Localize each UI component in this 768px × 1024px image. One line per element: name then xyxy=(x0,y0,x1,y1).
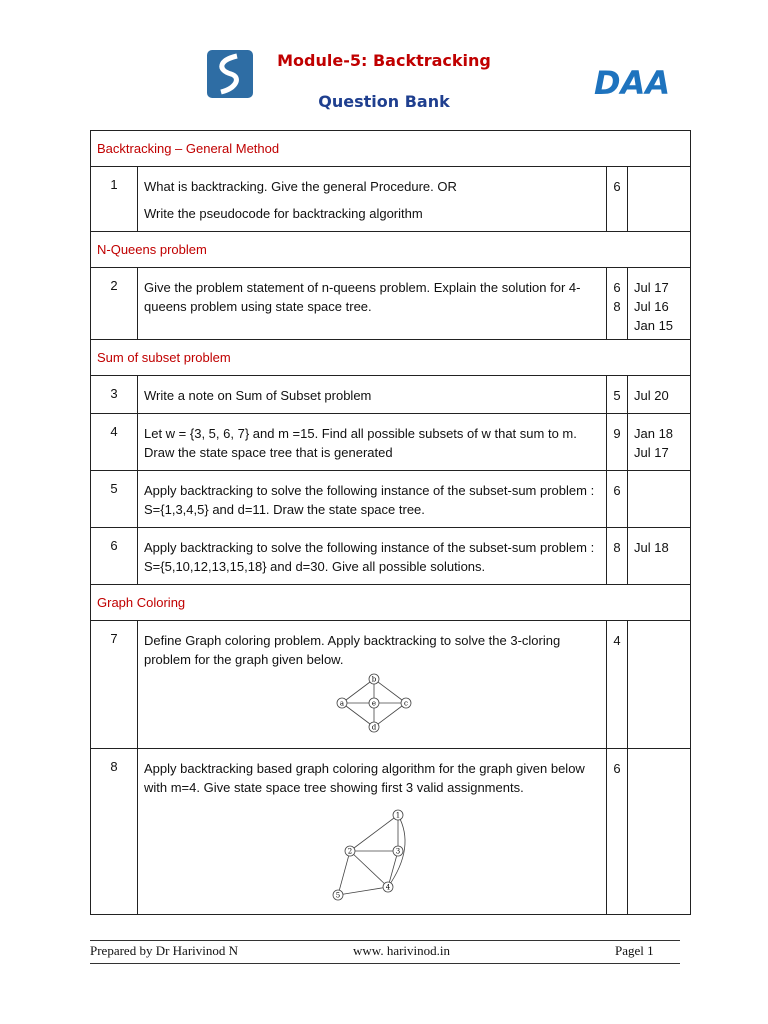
question-dates: Jul 18 xyxy=(628,528,691,585)
svg-text:5: 5 xyxy=(335,891,341,900)
graph-node xyxy=(393,810,403,820)
section-header xyxy=(91,585,691,621)
section-header xyxy=(91,131,691,167)
graph-node xyxy=(393,846,403,856)
graph-figure-2 xyxy=(334,807,424,901)
question-text: Apply backtracking to solve the following instance of the subset-sum problem : S={5,10,12,13,15,18} and d=30. Give all possible solutions. xyxy=(138,528,607,585)
section-title: Graph Coloring xyxy=(91,585,691,621)
section-title: Sum of subset problem xyxy=(91,340,691,376)
question-number: 7 xyxy=(91,621,138,749)
question-number: 6 xyxy=(91,528,138,585)
graph-node xyxy=(401,698,411,708)
svg-text:4: 4 xyxy=(385,883,391,892)
question-number: 4 xyxy=(91,414,138,471)
question-table xyxy=(90,130,691,915)
question-marks: 6 xyxy=(607,167,628,232)
footer-page: Pagel 1 xyxy=(615,943,654,958)
footer xyxy=(90,940,680,964)
question-dates xyxy=(628,471,691,528)
section-header xyxy=(91,232,691,268)
graph-node xyxy=(337,698,347,708)
question-dates: Jan 18 Jul 17 xyxy=(628,414,691,471)
svg-text:c: c xyxy=(404,699,408,708)
svg-text:2: 2 xyxy=(347,847,353,856)
question-number: 8 xyxy=(91,749,138,915)
question-dates xyxy=(628,621,691,749)
question-marks: 9 xyxy=(607,414,628,471)
section-title: N-Queens problem xyxy=(91,232,691,268)
graph-node xyxy=(333,890,343,900)
question-dates: Jul 20 xyxy=(628,376,691,414)
question-dates: Jul 17 Jul 16 Jan 15 xyxy=(628,268,691,340)
section-header xyxy=(91,340,691,376)
svg-text:b: b xyxy=(371,675,377,684)
graph-node xyxy=(383,882,393,892)
graph-node xyxy=(345,846,355,856)
question-row xyxy=(91,167,691,232)
svg-text:d: d xyxy=(371,723,377,732)
question-number: 3 xyxy=(91,376,138,414)
question-row xyxy=(91,621,691,749)
question-marks: 5 xyxy=(607,376,628,414)
question-row xyxy=(91,268,691,340)
daa-logo xyxy=(592,58,671,104)
svg-text:DAA: DAA xyxy=(594,64,671,102)
question-row xyxy=(91,749,691,915)
svg-text:a: a xyxy=(339,699,345,708)
question-marks: 6 8 xyxy=(607,268,628,340)
graph-node xyxy=(369,674,379,684)
svg-text:3: 3 xyxy=(395,847,401,856)
question-bank-subtitle: Question Bank xyxy=(318,92,450,111)
section-title: Backtracking – General Method xyxy=(91,131,691,167)
question-number: 5 xyxy=(91,471,138,528)
question-row xyxy=(91,471,691,528)
question-row xyxy=(91,528,691,585)
question-dates xyxy=(628,749,691,915)
question-text: Define Graph coloring problem. Apply backtracking to solve the 3-cloring problem for the graph given below. a b e c d xyxy=(138,621,607,749)
question-row xyxy=(91,376,691,414)
question-number: 2 xyxy=(91,268,138,340)
question-marks: 8 xyxy=(607,528,628,585)
svg-text:e: e xyxy=(371,699,377,708)
question-marks: 6 xyxy=(607,471,628,528)
question-text: Apply backtracking based graph coloring algorithm for the graph given below with m=4. Give state space tree showing first 3 valid assignments. 1 2 3 4 5 xyxy=(138,749,607,915)
graph-figure-1 xyxy=(334,673,414,735)
svg-text:1: 1 xyxy=(395,811,401,820)
module-title: Module-5: Backtracking xyxy=(277,51,491,70)
question-text: What is backtracking. Give the general Procedure. OR Write the pseudocode for backtracking algorithm xyxy=(138,167,607,232)
question-text: Write a note on Sum of Subset problem xyxy=(138,376,607,414)
question-text: Give the problem statement of n-queens problem. Explain the solution for 4-queens problem using state space tree. xyxy=(138,268,607,340)
footer-website: www. harivinod.in xyxy=(353,943,451,958)
question-marks: 4 xyxy=(607,621,628,749)
question-row xyxy=(91,414,691,471)
question-marks: 6 xyxy=(607,749,628,915)
graph-node xyxy=(369,722,379,732)
graph-node xyxy=(369,698,379,708)
question-dates xyxy=(628,167,691,232)
question-text: Apply backtracking to solve the following instance of the subset-sum problem : S={1,3,4,5} and d=11. Draw the state space tree. xyxy=(138,471,607,528)
question-text: Let w = {3, 5, 6, 7} and m =15. Find all possible subsets of w that sum to m. Draw the state space tree that is generated xyxy=(138,414,607,471)
question-number: 1 xyxy=(91,167,138,232)
footer-author: Prepared by Dr Harivinod N xyxy=(90,943,239,958)
